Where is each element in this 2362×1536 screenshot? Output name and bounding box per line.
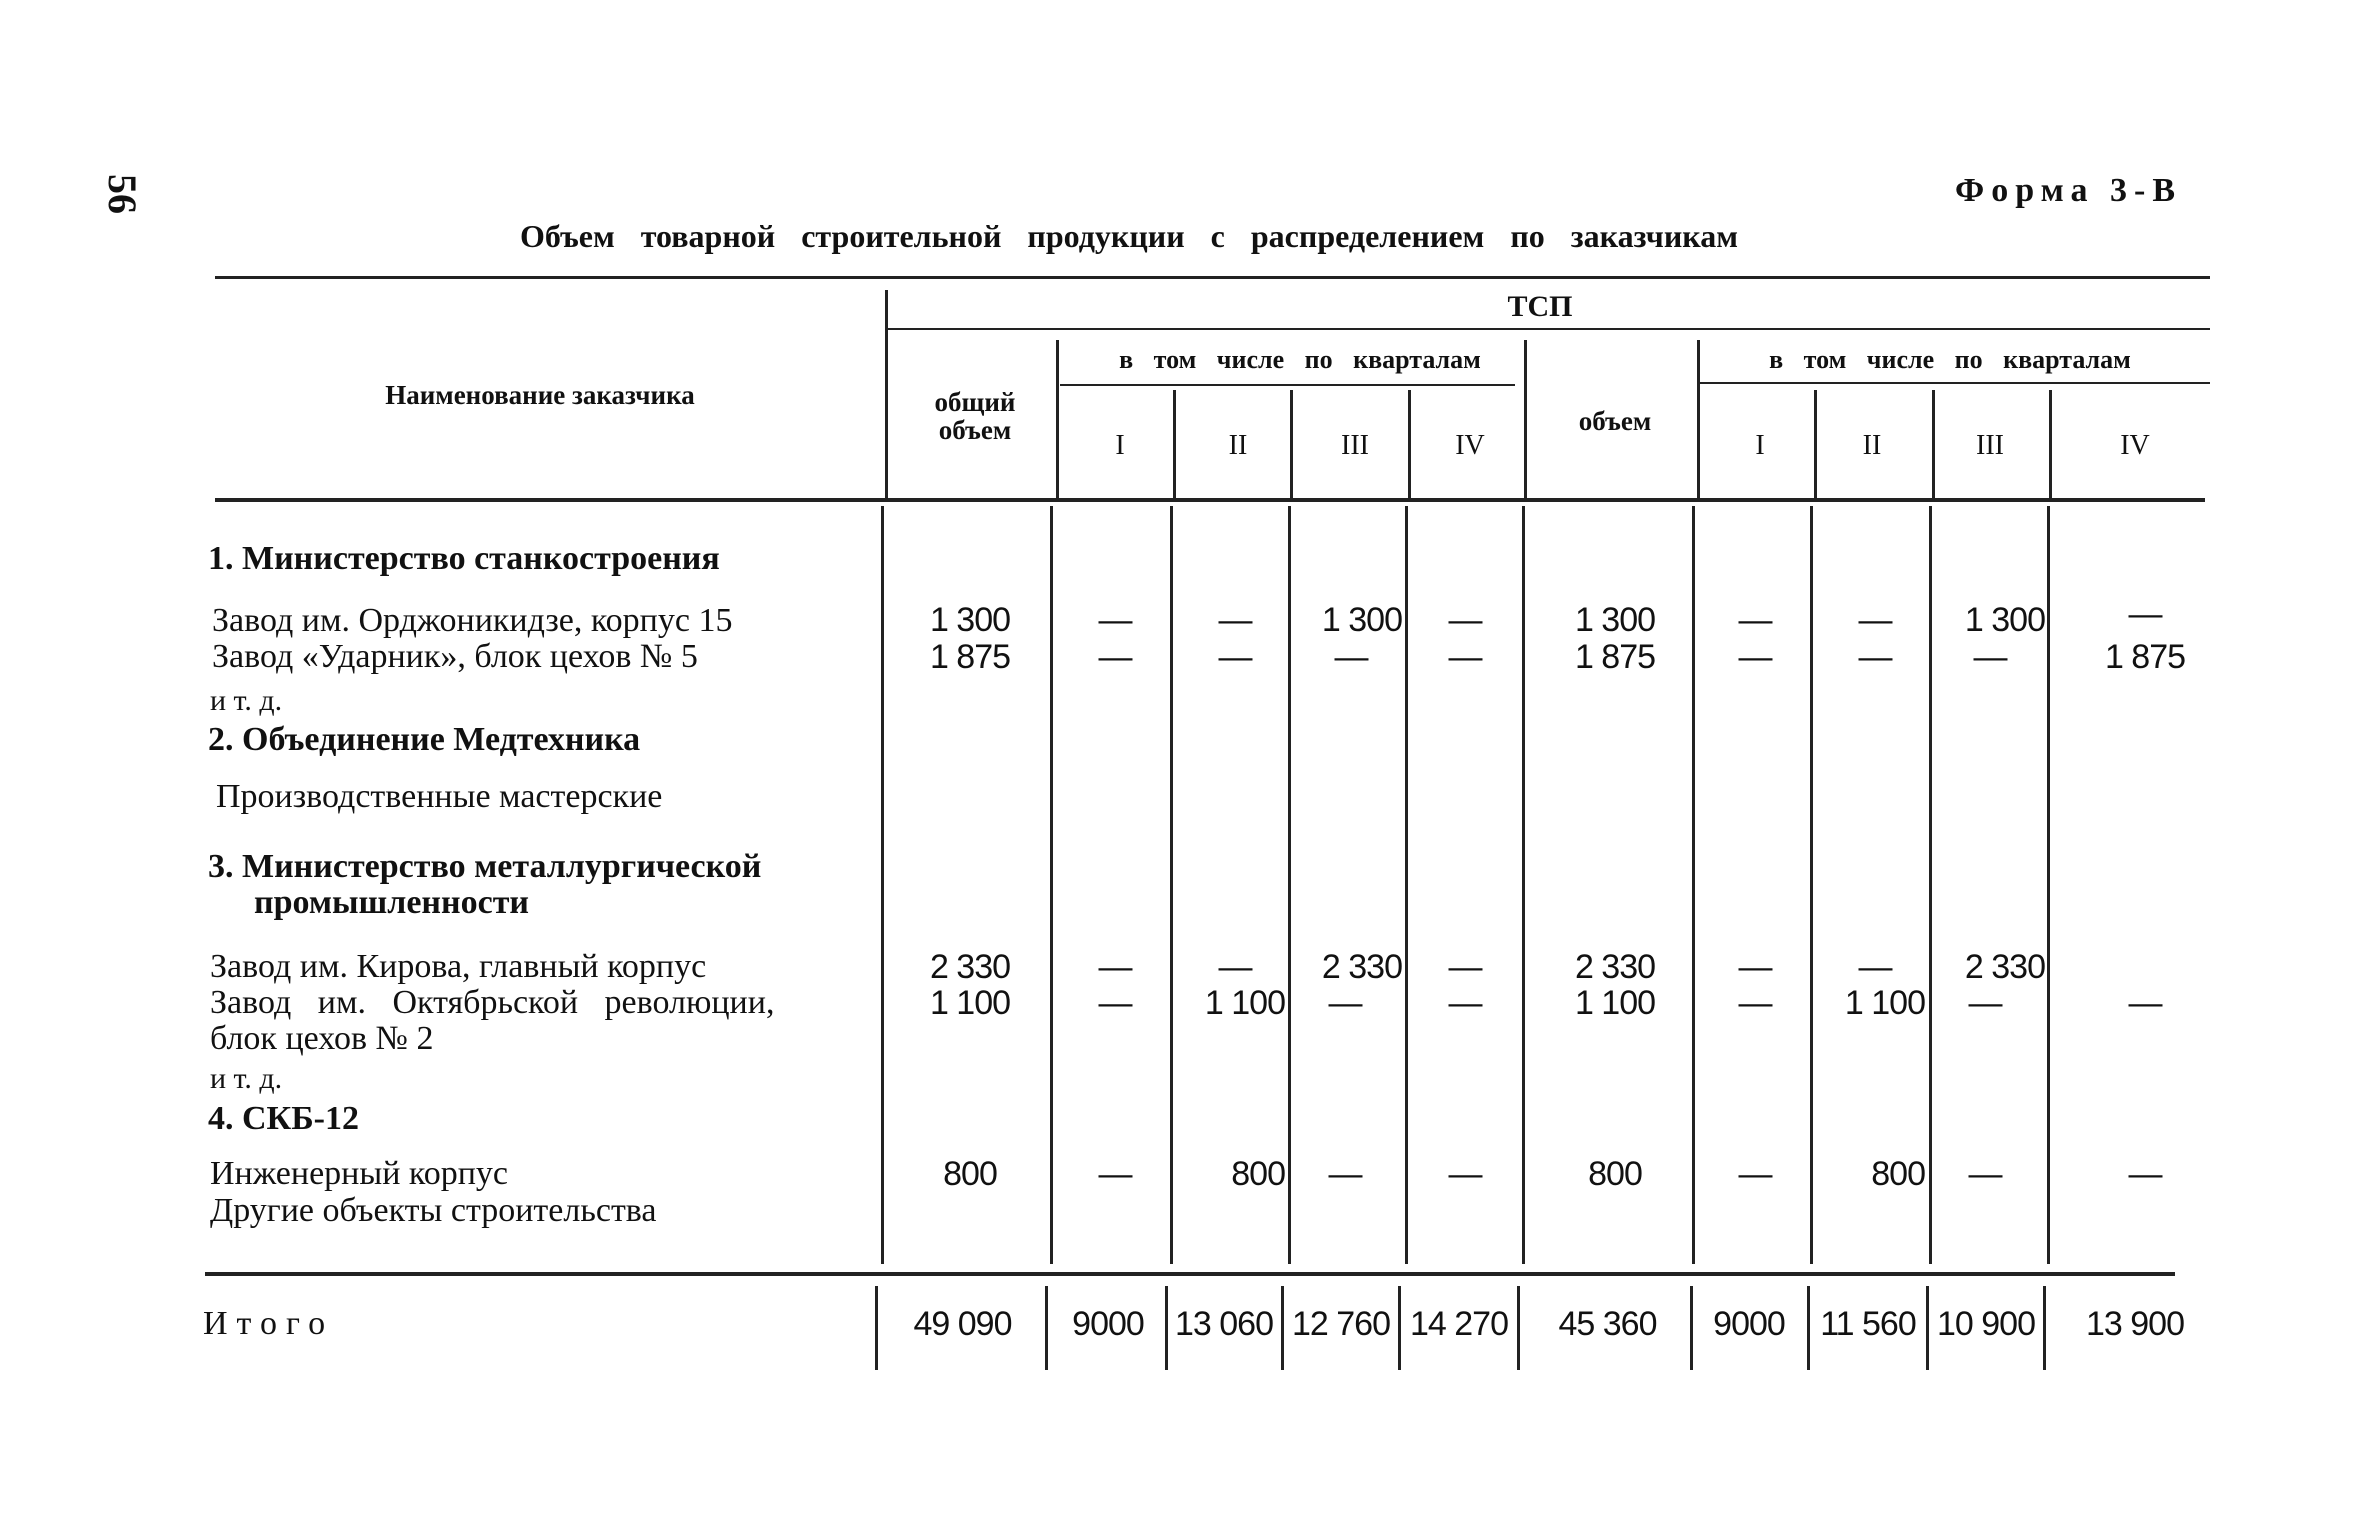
cell: 1 100	[929, 984, 1011, 1022]
etc-label: и т. д.	[210, 684, 283, 717]
cell: —	[1858, 948, 1892, 986]
header-tsp: ТСП	[1507, 290, 1573, 323]
cell: 2 330	[1964, 948, 2045, 986]
header-q2: II	[1228, 430, 1248, 461]
total-cell: 9000	[1072, 1305, 1144, 1343]
cell: —	[1448, 601, 1482, 639]
group-title-cont: промышленности	[254, 884, 529, 921]
cell: —	[1448, 1155, 1482, 1193]
total-cell: 10 900	[1937, 1305, 2035, 1343]
cell: 800	[1588, 1155, 1642, 1193]
cell: 1 300	[1321, 601, 1402, 639]
row-name-cont: блок цехов № 2	[210, 1020, 434, 1057]
group-title: 4. СКБ-12	[208, 1100, 360, 1137]
row-name: Производственные мастерские	[216, 778, 663, 815]
total-cell: 12 760	[1292, 1305, 1390, 1343]
cell: —	[1738, 984, 1772, 1022]
cell: —	[1098, 1155, 1132, 1193]
cell: —	[1858, 601, 1892, 639]
cell: 800	[943, 1155, 997, 1193]
form-label: Форма 3-В	[1955, 172, 2183, 209]
total-cell: 49 090	[913, 1305, 1012, 1343]
cell: —	[1738, 1155, 1772, 1193]
total-cell: 14 270	[1410, 1305, 1508, 1343]
cell: 1 100	[1844, 984, 1925, 1022]
cell: —	[1098, 638, 1132, 676]
etc-label: и т. д.	[210, 1062, 283, 1095]
cell: —	[1738, 638, 1772, 676]
total-cell: 45 360	[1558, 1305, 1657, 1343]
cell: 1 300	[1574, 601, 1656, 639]
header-total-volume: общий объем	[934, 387, 1016, 445]
cell: —	[1448, 984, 1482, 1022]
cell: —	[1098, 984, 1132, 1022]
header-q3: III	[1341, 430, 1369, 461]
row-name: Завод им. Кирова, главный корпус	[210, 948, 707, 985]
cell: 2 330	[929, 948, 1011, 986]
header-q2-2: II	[1862, 430, 1882, 461]
cell: —	[2128, 1155, 2162, 1193]
header-incl-quarters-1: в том числе по кварталам	[1119, 345, 1481, 374]
group-title: 3. Министерство металлургической	[208, 848, 762, 885]
cell: 2 330	[1574, 948, 1656, 986]
cell: —	[1218, 601, 1252, 639]
total-cell: 11 560	[1820, 1305, 1916, 1343]
cell: 800	[1871, 1155, 1925, 1193]
group-title: 1. Министерство станкостроения	[208, 540, 720, 577]
row-name: Инженерный корпус	[210, 1155, 508, 1192]
row-name: Другие объекты строительства	[210, 1192, 657, 1229]
cell: —	[1218, 948, 1252, 986]
total-cell: 9000	[1713, 1305, 1785, 1343]
cell: —	[1328, 1155, 1362, 1193]
cell: —	[1973, 638, 2007, 676]
cell: —	[1218, 638, 1252, 676]
document-title: Объем товарной строительной продукции с распределением по заказчикам	[520, 218, 1739, 254]
cell: —	[1334, 638, 1368, 676]
row-name: Завод им. Октябрьской революции,	[210, 984, 775, 1021]
cell: —	[2128, 595, 2162, 633]
cell: 1 875	[1574, 638, 1656, 676]
total-cell: 13 900	[2086, 1305, 2184, 1343]
cell: —	[1968, 1155, 2002, 1193]
cell: —	[1738, 601, 1772, 639]
header-volume: объем	[1578, 406, 1652, 436]
group-title: 2. Объединение Медтехника	[208, 721, 641, 758]
cell: 1 100	[1574, 984, 1656, 1022]
row-name: Завод им. Орджоникидзе, корпус 15	[212, 602, 733, 639]
cell: —	[1328, 984, 1362, 1022]
header-incl-quarters-2: в том числе по кварталам	[1769, 345, 2131, 374]
cell: —	[1098, 948, 1132, 986]
cell: 1 100	[1204, 984, 1285, 1022]
cell: 1 300	[1964, 601, 2045, 639]
cell: 1 875	[2104, 638, 2186, 676]
header-q3-2: III	[1976, 430, 2004, 461]
header-customer-name: Наименование заказчика	[385, 380, 695, 410]
header-q4-2: IV	[2120, 430, 2150, 461]
header-q4: IV	[1455, 430, 1485, 461]
cell: —	[1448, 948, 1482, 986]
cell: —	[1858, 638, 1892, 676]
total-cell: 13 060	[1175, 1305, 1273, 1343]
cell: —	[2128, 984, 2162, 1022]
header-q1: I	[1115, 430, 1125, 461]
header-q1-2: I	[1755, 430, 1765, 461]
cell: —	[1448, 638, 1482, 676]
cell: 800	[1231, 1155, 1285, 1193]
cell: 1 300	[929, 601, 1011, 639]
cell: —	[1738, 948, 1772, 986]
cell: 1 875	[929, 638, 1011, 676]
cell: —	[1098, 601, 1132, 639]
page-number: 56	[100, 174, 145, 214]
cell: —	[1968, 984, 2002, 1022]
row-name: Завод «Ударник», блок цехов № 5	[212, 638, 698, 675]
total-label: Итого	[203, 1305, 335, 1342]
cell: 2 330	[1321, 948, 1402, 986]
